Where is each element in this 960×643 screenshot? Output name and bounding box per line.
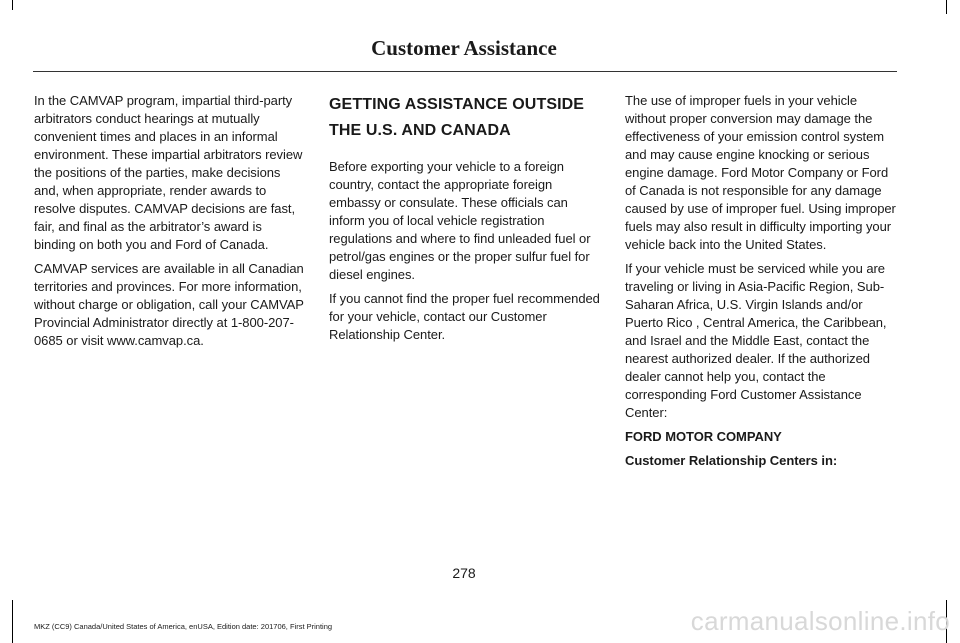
page-number: 278 bbox=[452, 565, 476, 581]
page-title: Customer Assistance bbox=[371, 36, 557, 60]
text-column-1 bbox=[34, 92, 306, 356]
watermark-text: carmanualsonline.info bbox=[690, 606, 950, 636]
section-heading bbox=[329, 92, 601, 144]
paragraph-camvap-services: CAMVAP services are available in all Canadian territories and provinces. For more information, without charge or obligation, call your CAMVAP Provincial Administrator directly at 1-800-207-0685 or visit www.camvap.ca. bbox=[34, 261, 304, 348]
edition-footer: MKZ (CC9) Canada/United States of America, enUSA, Edition date: 201706, First Printing bbox=[34, 622, 333, 631]
section-heading-line-2: THE U.S. AND CANADA bbox=[329, 122, 511, 139]
crop-mark-top-right bbox=[946, 0, 947, 14]
paragraph-proper-fuel: If you cannot find the proper fuel recommended for your vehicle, contact our Customer Relationship Center. bbox=[329, 291, 600, 342]
label-customer-relationship-centers: Customer Relationship Centers in: bbox=[625, 453, 838, 468]
label-ford-motor-company: FORD MOTOR COMPANY bbox=[625, 429, 782, 444]
text-column-3 bbox=[625, 92, 897, 476]
paragraph-improper-fuels: The use of improper fuels in your vehicle without proper conversion may damage the effectiveness of your emission control system and may cause engine knocking or serious engine damage. Ford Motor Company or Ford of Canada is not responsible for any damage caused by use of improper fuel. Using improper fuels may also result in difficulty importing your vehicle back into the United States. bbox=[625, 93, 896, 252]
text-column-2 bbox=[329, 92, 601, 350]
header-divider bbox=[33, 71, 897, 72]
paragraph-camvap-program: In the CAMVAP program, impartial third-party arbitrators conduct hearings at mutually convenient times and places in an informal environment. These impartial arbitrators review the positions of the parties, make decisions and, when appropriate, render awards to resolve disputes. CAMVAP decisions are fast, fair, and final as the arbitrator’s award is binding on both you and Ford of Canada. bbox=[34, 93, 303, 252]
paragraph-serviced-abroad: If your vehicle must be serviced while you are traveling or living in Asia-Pacific Region, Sub-Saharan Africa, U.S. Virgin Islands and/or Puerto Rico , Central America, the Caribbean, and Israel and the Middle East, contact the nearest authorized dealer. If the authorized dealer cannot help you, contact the corresponding Ford Customer Assistance Center: bbox=[625, 261, 887, 420]
crop-mark-bottom-left bbox=[12, 600, 13, 643]
section-heading-line-1: GETTING ASSISTANCE OUTSIDE bbox=[329, 96, 585, 113]
paragraph-exporting-vehicle: Before exporting your vehicle to a foreign country, contact the appropriate foreign embassy or consulate. These officials can inform you of local vehicle registration regulations and where to find unleaded fuel or petrol/gas engines or the proper sulfur fuel for diesel engines. bbox=[329, 159, 591, 282]
crop-mark-top-left bbox=[12, 0, 13, 10]
